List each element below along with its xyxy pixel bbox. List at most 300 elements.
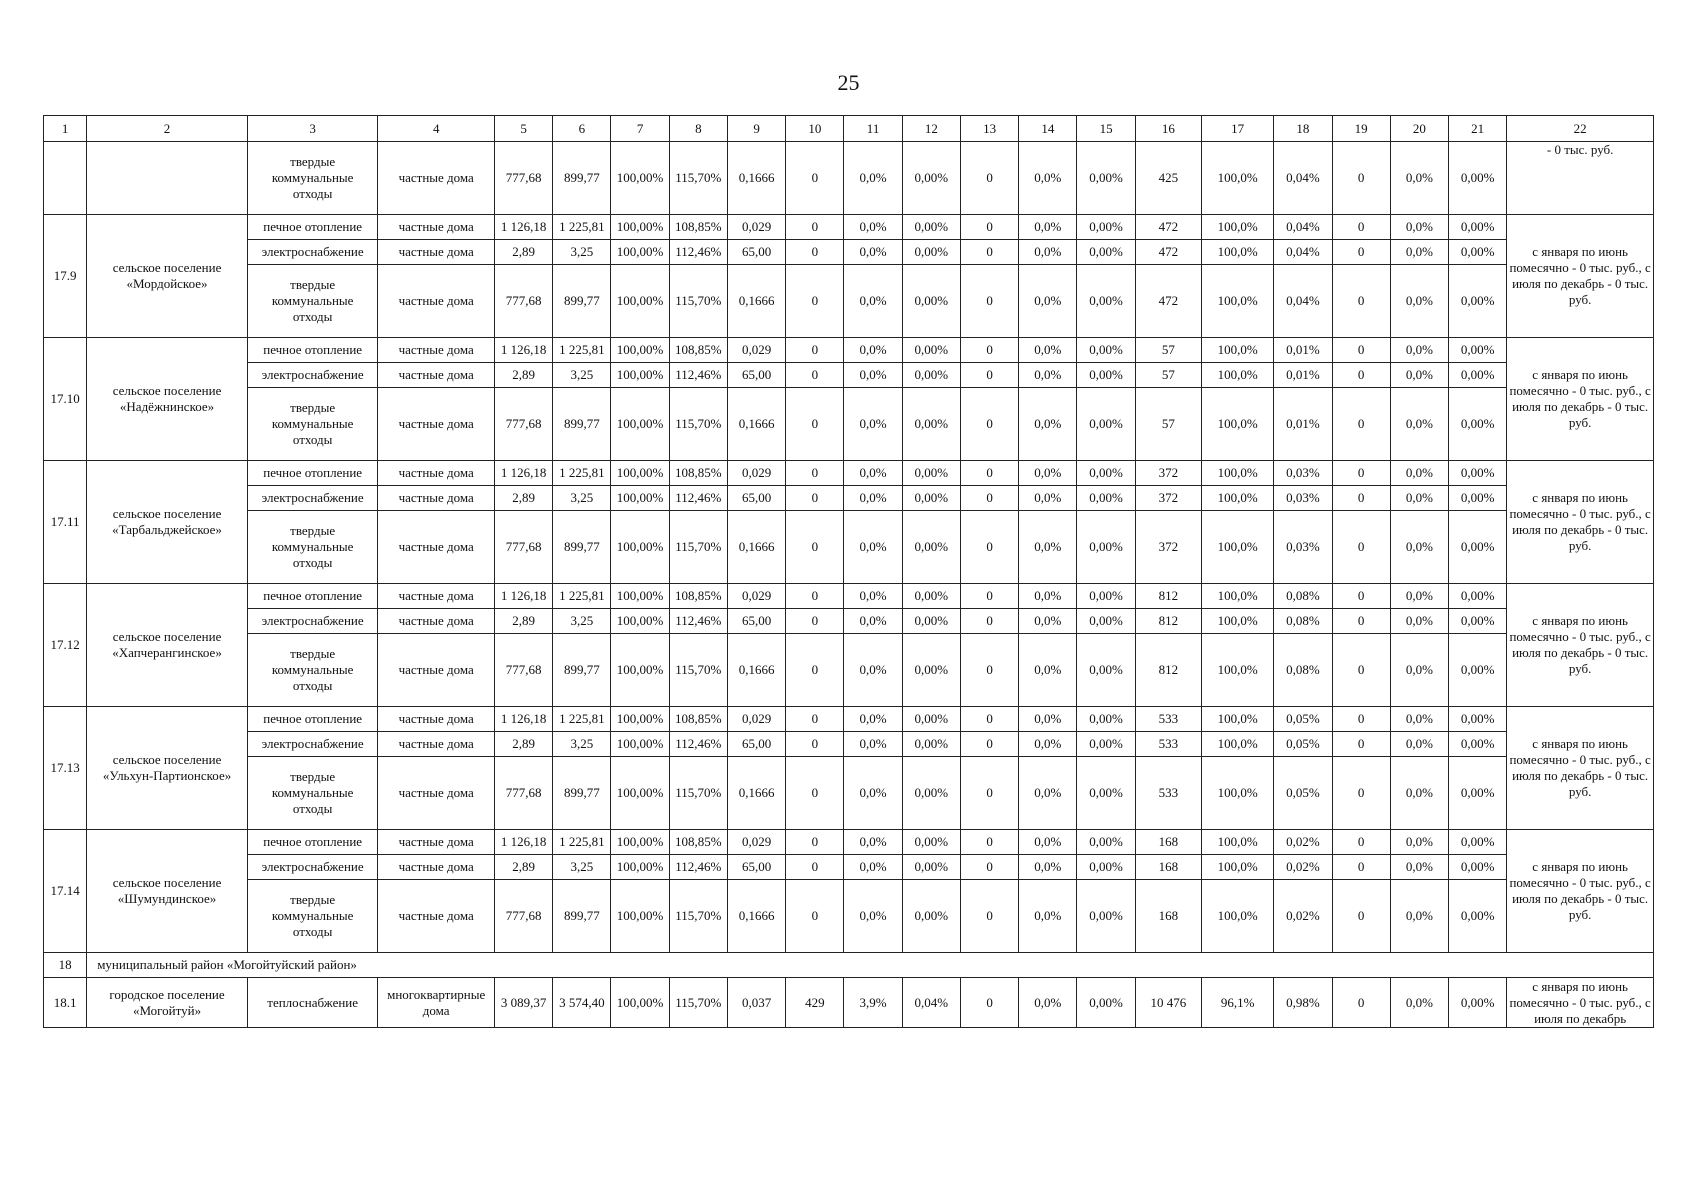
value-cell: 0,0% bbox=[1019, 461, 1077, 486]
value-cell: 100,00% bbox=[611, 830, 669, 855]
value-cell: 100,00% bbox=[611, 363, 669, 388]
value-cell: 0,01% bbox=[1274, 363, 1332, 388]
value-cell: 777,68 bbox=[494, 634, 552, 707]
value-cell: 115,70% bbox=[669, 388, 727, 461]
value-cell: 0 bbox=[1332, 388, 1390, 461]
housing-type-cell: частные дома bbox=[378, 584, 495, 609]
value-cell: 0,0% bbox=[1390, 584, 1448, 609]
value-cell: 100,0% bbox=[1201, 265, 1273, 338]
table-row bbox=[44, 830, 1654, 855]
value-cell: 108,85% bbox=[669, 215, 727, 240]
value-cell: 96,1% bbox=[1201, 978, 1273, 1028]
value-cell: 1 225,81 bbox=[553, 215, 611, 240]
value-cell: 100,0% bbox=[1201, 338, 1273, 363]
header-cell: 19 bbox=[1332, 116, 1390, 142]
value-cell: 0,0% bbox=[1390, 978, 1448, 1028]
value-cell: 0,00% bbox=[1449, 609, 1507, 634]
value-cell: 0,0% bbox=[1019, 142, 1077, 215]
value-cell: 100,00% bbox=[611, 584, 669, 609]
value-cell: 0,00% bbox=[902, 142, 960, 215]
table-row bbox=[44, 757, 1654, 830]
housing-type-cell: частные дома bbox=[378, 240, 495, 265]
value-cell: 0 bbox=[960, 757, 1018, 830]
value-cell: 0,00% bbox=[902, 338, 960, 363]
value-cell: 0 bbox=[960, 609, 1018, 634]
value-cell: 0,08% bbox=[1274, 609, 1332, 634]
value-cell: 0,029 bbox=[727, 338, 785, 363]
value-cell: 0 bbox=[786, 363, 844, 388]
settlement-name-cell: сельское поселение «Ульхун-Партионское» bbox=[87, 707, 248, 830]
housing-type-cell: частные дома bbox=[378, 634, 495, 707]
value-cell: 0,1666 bbox=[727, 757, 785, 830]
housing-type-cell: многоквартирные дома bbox=[378, 978, 495, 1028]
value-cell: 0 bbox=[1332, 707, 1390, 732]
value-cell: 65,00 bbox=[727, 855, 785, 880]
table-row bbox=[44, 363, 1654, 388]
value-cell: 3,25 bbox=[553, 732, 611, 757]
header-cell: 17 bbox=[1201, 116, 1273, 142]
housing-type-cell: частные дома bbox=[378, 511, 495, 584]
value-cell: 0 bbox=[960, 511, 1018, 584]
value-cell: 1 126,18 bbox=[494, 830, 552, 855]
value-cell: 100,0% bbox=[1201, 707, 1273, 732]
value-cell: 0,037 bbox=[727, 978, 785, 1028]
value-cell: 3,25 bbox=[553, 486, 611, 511]
value-cell: 115,70% bbox=[669, 142, 727, 215]
value-cell: 899,77 bbox=[553, 511, 611, 584]
header-cell: 6 bbox=[553, 116, 611, 142]
value-cell: 1 225,81 bbox=[553, 830, 611, 855]
value-cell: 65,00 bbox=[727, 609, 785, 634]
value-cell: 0,0% bbox=[844, 634, 902, 707]
value-cell: 777,68 bbox=[494, 880, 552, 953]
group-number-cell: 17.10 bbox=[44, 338, 87, 461]
value-cell: 0 bbox=[786, 142, 844, 215]
settlement-name-cell: городское поселение «Могойтуй» bbox=[87, 978, 248, 1028]
value-cell: 0,0% bbox=[844, 584, 902, 609]
housing-type-cell: частные дома bbox=[378, 732, 495, 757]
value-cell: 0,00% bbox=[1449, 215, 1507, 240]
value-cell: 899,77 bbox=[553, 757, 611, 830]
housing-type-cell: частные дома bbox=[378, 338, 495, 363]
value-cell: 0,0% bbox=[1019, 830, 1077, 855]
value-cell: 0,03% bbox=[1274, 461, 1332, 486]
value-cell: 429 bbox=[786, 978, 844, 1028]
value-cell: 899,77 bbox=[553, 634, 611, 707]
value-cell: 1 126,18 bbox=[494, 584, 552, 609]
value-cell: 0 bbox=[1332, 461, 1390, 486]
note-cell: с января по июнь помесячно - 0 тыс. руб., с июля по декабрь - 0 тыс. руб. bbox=[1507, 584, 1654, 707]
table-row bbox=[44, 634, 1654, 707]
value-cell: 0,00% bbox=[1449, 486, 1507, 511]
value-cell: 1 126,18 bbox=[494, 707, 552, 732]
value-cell: 0,0% bbox=[1390, 215, 1448, 240]
value-cell: 0,0% bbox=[1019, 240, 1077, 265]
value-cell: 0,029 bbox=[727, 830, 785, 855]
value-cell: 0 bbox=[786, 215, 844, 240]
section-row bbox=[44, 953, 1654, 978]
value-cell: 0,00% bbox=[902, 609, 960, 634]
value-cell: 0 bbox=[960, 338, 1018, 363]
value-cell: 0 bbox=[786, 265, 844, 338]
value-cell: 2,89 bbox=[494, 240, 552, 265]
value-cell: 1 225,81 bbox=[553, 584, 611, 609]
value-cell: 0,0% bbox=[1019, 732, 1077, 757]
header-cell: 4 bbox=[378, 116, 495, 142]
value-cell: 108,85% bbox=[669, 830, 727, 855]
value-cell: 0,00% bbox=[1077, 486, 1135, 511]
value-cell: 0,0% bbox=[844, 461, 902, 486]
housing-type-cell: частные дома bbox=[378, 142, 495, 215]
value-cell: 372 bbox=[1135, 511, 1201, 584]
value-cell: 0 bbox=[960, 215, 1018, 240]
value-cell: 0 bbox=[1332, 584, 1390, 609]
value-cell: 0 bbox=[786, 461, 844, 486]
value-cell: 115,70% bbox=[669, 880, 727, 953]
value-cell: 108,85% bbox=[669, 707, 727, 732]
note-cell: с января по июнь помесячно - 0 тыс. руб., с июля по декабрь - 0 тыс. руб. bbox=[1507, 461, 1654, 584]
value-cell: 100,0% bbox=[1201, 215, 1273, 240]
service-cell: твердые коммунальные отходы bbox=[247, 757, 378, 830]
value-cell: 0,04% bbox=[902, 978, 960, 1028]
value-cell: 3 089,37 bbox=[494, 978, 552, 1028]
value-cell: 0,00% bbox=[1449, 732, 1507, 757]
value-cell: 0,00% bbox=[902, 461, 960, 486]
housing-type-cell: частные дома bbox=[378, 363, 495, 388]
value-cell: 0 bbox=[1332, 363, 1390, 388]
note-cell: - 0 тыс. руб. bbox=[1507, 142, 1654, 215]
table-row bbox=[44, 707, 1654, 732]
value-cell: 0,04% bbox=[1274, 142, 1332, 215]
value-cell: 0,02% bbox=[1274, 855, 1332, 880]
value-cell: 0,0% bbox=[1390, 732, 1448, 757]
value-cell: 0 bbox=[960, 265, 1018, 338]
value-cell: 777,68 bbox=[494, 388, 552, 461]
value-cell: 100,00% bbox=[611, 609, 669, 634]
service-cell: электроснабжение bbox=[247, 732, 378, 757]
value-cell: 2,89 bbox=[494, 609, 552, 634]
value-cell: 0,029 bbox=[727, 215, 785, 240]
value-cell: 1 225,81 bbox=[553, 461, 611, 486]
value-cell: 57 bbox=[1135, 338, 1201, 363]
value-cell: 100,00% bbox=[611, 240, 669, 265]
value-cell: 0,0% bbox=[1390, 265, 1448, 338]
service-cell: печное отопление bbox=[247, 215, 378, 240]
value-cell: 100,00% bbox=[611, 978, 669, 1028]
value-cell: 0,00% bbox=[1077, 830, 1135, 855]
value-cell: 100,00% bbox=[611, 142, 669, 215]
value-cell: 1 225,81 bbox=[553, 707, 611, 732]
value-cell: 0 bbox=[1332, 634, 1390, 707]
table-row bbox=[44, 584, 1654, 609]
value-cell: 0,03% bbox=[1274, 511, 1332, 584]
value-cell: 472 bbox=[1135, 265, 1201, 338]
table-row bbox=[44, 265, 1654, 338]
value-cell: 100,00% bbox=[611, 511, 669, 584]
value-cell: 0,00% bbox=[1449, 978, 1507, 1028]
section-title-cell: муниципальный район «Могойтуйский район» bbox=[87, 953, 1654, 978]
value-cell: 0,00% bbox=[902, 855, 960, 880]
value-cell: 0,04% bbox=[1274, 240, 1332, 265]
value-cell: 0,0% bbox=[1019, 609, 1077, 634]
value-cell: 0 bbox=[960, 855, 1018, 880]
value-cell: 0 bbox=[786, 584, 844, 609]
header-cell: 9 bbox=[727, 116, 785, 142]
table-row bbox=[44, 338, 1654, 363]
value-cell: 0,00% bbox=[902, 486, 960, 511]
table-row bbox=[44, 240, 1654, 265]
value-cell: 100,00% bbox=[611, 215, 669, 240]
value-cell: 812 bbox=[1135, 609, 1201, 634]
value-cell: 0,00% bbox=[1077, 880, 1135, 953]
value-cell: 115,70% bbox=[669, 511, 727, 584]
value-cell: 0,0% bbox=[1390, 757, 1448, 830]
value-cell: 57 bbox=[1135, 363, 1201, 388]
table-row bbox=[44, 609, 1654, 634]
value-cell: 0 bbox=[786, 707, 844, 732]
value-cell: 3,25 bbox=[553, 240, 611, 265]
value-cell: 0 bbox=[1332, 511, 1390, 584]
value-cell: 0,0% bbox=[1390, 707, 1448, 732]
value-cell: 0,0% bbox=[1390, 830, 1448, 855]
value-cell: 0 bbox=[960, 584, 1018, 609]
service-cell: печное отопление bbox=[247, 830, 378, 855]
value-cell: 0 bbox=[786, 388, 844, 461]
value-cell: 0,04% bbox=[1274, 215, 1332, 240]
value-cell: 0 bbox=[786, 486, 844, 511]
value-cell: 0 bbox=[786, 338, 844, 363]
header-cell: 15 bbox=[1077, 116, 1135, 142]
value-cell: 0 bbox=[1332, 240, 1390, 265]
table-row bbox=[44, 486, 1654, 511]
value-cell: 0,1666 bbox=[727, 388, 785, 461]
value-cell: 0,00% bbox=[902, 732, 960, 757]
housing-type-cell: частные дома bbox=[378, 215, 495, 240]
note-cell: с января по июнь помесячно - 0 тыс. руб., с июля по декабрь - 0 тыс. руб. bbox=[1507, 215, 1654, 338]
value-cell: 533 bbox=[1135, 732, 1201, 757]
value-cell: 0,0% bbox=[1390, 363, 1448, 388]
value-cell: 0,00% bbox=[1449, 830, 1507, 855]
value-cell: 0 bbox=[960, 707, 1018, 732]
value-cell: 472 bbox=[1135, 240, 1201, 265]
service-cell: твердые коммунальные отходы bbox=[247, 880, 378, 953]
group-number-cell: 17.12 bbox=[44, 584, 87, 707]
table-row bbox=[44, 388, 1654, 461]
value-cell: 0,05% bbox=[1274, 757, 1332, 830]
value-cell: 112,46% bbox=[669, 732, 727, 757]
value-cell: 0,05% bbox=[1274, 707, 1332, 732]
value-cell: 0,00% bbox=[1449, 388, 1507, 461]
value-cell: 0,0% bbox=[844, 830, 902, 855]
value-cell: 0,00% bbox=[1077, 388, 1135, 461]
value-cell: 100,0% bbox=[1201, 388, 1273, 461]
value-cell: 0,02% bbox=[1274, 880, 1332, 953]
value-cell: 0,0% bbox=[844, 215, 902, 240]
value-cell: 0 bbox=[786, 880, 844, 953]
value-cell: 0 bbox=[786, 732, 844, 757]
value-cell: 0,0% bbox=[1390, 240, 1448, 265]
value-cell: 100,00% bbox=[611, 265, 669, 338]
housing-type-cell: частные дома bbox=[378, 388, 495, 461]
value-cell: 2,89 bbox=[494, 486, 552, 511]
service-cell: печное отопление bbox=[247, 707, 378, 732]
value-cell: 0,00% bbox=[902, 363, 960, 388]
value-cell: 0,00% bbox=[1449, 265, 1507, 338]
value-cell: 533 bbox=[1135, 707, 1201, 732]
value-cell: 0,00% bbox=[1449, 707, 1507, 732]
section-number-cell: 18 bbox=[44, 953, 87, 978]
value-cell: 0 bbox=[1332, 880, 1390, 953]
value-cell: 0,00% bbox=[1077, 707, 1135, 732]
value-cell: 0 bbox=[1332, 142, 1390, 215]
value-cell: 0,00% bbox=[1449, 363, 1507, 388]
value-cell: 168 bbox=[1135, 880, 1201, 953]
value-cell: 57 bbox=[1135, 388, 1201, 461]
value-cell: 0 bbox=[1332, 609, 1390, 634]
value-cell: 0,0% bbox=[844, 757, 902, 830]
value-cell: 0 bbox=[1332, 486, 1390, 511]
value-cell: 100,0% bbox=[1201, 363, 1273, 388]
value-cell: 112,46% bbox=[669, 240, 727, 265]
value-cell: 10 476 bbox=[1135, 978, 1201, 1028]
value-cell: 0 bbox=[960, 486, 1018, 511]
value-cell: 0 bbox=[786, 634, 844, 707]
note-cell: с января по июнь помесячно - 0 тыс. руб., с июля по декабрь - 0 тыс. руб. bbox=[1507, 830, 1654, 953]
settlement-name-cell: сельское поселение «Тарбальджейское» bbox=[87, 461, 248, 584]
value-cell: 100,0% bbox=[1201, 240, 1273, 265]
group-number-cell: 17.14 bbox=[44, 830, 87, 953]
value-cell: 0,0% bbox=[844, 388, 902, 461]
value-cell: 0,0% bbox=[844, 142, 902, 215]
value-cell: 100,0% bbox=[1201, 511, 1273, 584]
value-cell: 0,0% bbox=[1390, 461, 1448, 486]
value-cell: 0 bbox=[960, 363, 1018, 388]
value-cell: 0,0% bbox=[1019, 215, 1077, 240]
value-cell: 3 574,40 bbox=[553, 978, 611, 1028]
value-cell: 0,00% bbox=[1077, 142, 1135, 215]
value-cell: 0,1666 bbox=[727, 634, 785, 707]
value-cell: 100,00% bbox=[611, 388, 669, 461]
value-cell: 100,00% bbox=[611, 338, 669, 363]
service-cell: электроснабжение bbox=[247, 240, 378, 265]
table-row bbox=[44, 215, 1654, 240]
value-cell: 0,00% bbox=[1077, 338, 1135, 363]
value-cell: 0 bbox=[1332, 265, 1390, 338]
header-cell: 21 bbox=[1449, 116, 1507, 142]
value-cell: 0,00% bbox=[1077, 732, 1135, 757]
value-cell: 0,0% bbox=[844, 855, 902, 880]
settlement-name-cell: сельское поселение «Надёжнинское» bbox=[87, 338, 248, 461]
header-cell: 2 bbox=[87, 116, 248, 142]
service-cell: печное отопление bbox=[247, 338, 378, 363]
value-cell: 168 bbox=[1135, 855, 1201, 880]
value-cell: 0,0% bbox=[1019, 880, 1077, 953]
value-cell: 0 bbox=[1332, 978, 1390, 1028]
value-cell: 65,00 bbox=[727, 363, 785, 388]
value-cell: 0,0% bbox=[844, 880, 902, 953]
value-cell: 0 bbox=[960, 142, 1018, 215]
value-cell: 0,0% bbox=[1390, 609, 1448, 634]
value-cell: 0,00% bbox=[902, 707, 960, 732]
value-cell: 112,46% bbox=[669, 609, 727, 634]
table-row bbox=[44, 855, 1654, 880]
value-cell: 100,0% bbox=[1201, 461, 1273, 486]
housing-type-cell: частные дома bbox=[378, 609, 495, 634]
header-cell: 3 bbox=[247, 116, 378, 142]
value-cell: 100,0% bbox=[1201, 830, 1273, 855]
value-cell: 115,70% bbox=[669, 265, 727, 338]
value-cell: 0 bbox=[786, 855, 844, 880]
value-cell: 0,029 bbox=[727, 461, 785, 486]
value-cell: 108,85% bbox=[669, 584, 727, 609]
table-row bbox=[44, 511, 1654, 584]
value-cell: 533 bbox=[1135, 757, 1201, 830]
value-cell: 100,0% bbox=[1201, 609, 1273, 634]
value-cell: 2,89 bbox=[494, 732, 552, 757]
value-cell: 899,77 bbox=[553, 265, 611, 338]
value-cell: 100,0% bbox=[1201, 486, 1273, 511]
header-row bbox=[44, 116, 1654, 142]
value-cell: 0,00% bbox=[1449, 511, 1507, 584]
table-row bbox=[44, 461, 1654, 486]
settlement-name-cell: сельское поселение «Шумундинское» bbox=[87, 830, 248, 953]
header-cell: 7 bbox=[611, 116, 669, 142]
value-cell: 100,00% bbox=[611, 461, 669, 486]
value-cell: 0,0% bbox=[844, 609, 902, 634]
value-cell: 0,0% bbox=[1390, 855, 1448, 880]
value-cell: 65,00 bbox=[727, 486, 785, 511]
value-cell: 0,00% bbox=[902, 388, 960, 461]
housing-type-cell: частные дома bbox=[378, 707, 495, 732]
value-cell: 425 bbox=[1135, 142, 1201, 215]
value-cell: 0,0% bbox=[1019, 363, 1077, 388]
value-cell: 0 bbox=[960, 880, 1018, 953]
value-cell: 0,00% bbox=[902, 757, 960, 830]
value-cell: 0 bbox=[786, 240, 844, 265]
value-cell: 3,25 bbox=[553, 855, 611, 880]
value-cell: 115,70% bbox=[669, 757, 727, 830]
value-cell: 0 bbox=[786, 609, 844, 634]
service-cell: твердые коммунальные отходы bbox=[247, 634, 378, 707]
service-cell: электроснабжение bbox=[247, 363, 378, 388]
value-cell: 100,00% bbox=[611, 707, 669, 732]
value-cell: 0,00% bbox=[1449, 757, 1507, 830]
value-cell: 0,00% bbox=[1449, 338, 1507, 363]
value-cell: 0 bbox=[1332, 215, 1390, 240]
header-cell: 16 bbox=[1135, 116, 1201, 142]
value-cell: 0,00% bbox=[902, 880, 960, 953]
value-cell: 0,0% bbox=[1019, 634, 1077, 707]
value-cell: 0 bbox=[1332, 338, 1390, 363]
value-cell: 0,0% bbox=[844, 338, 902, 363]
service-cell: электроснабжение bbox=[247, 609, 378, 634]
value-cell: 0,00% bbox=[902, 240, 960, 265]
value-cell: 0,00% bbox=[902, 215, 960, 240]
value-cell: 100,0% bbox=[1201, 757, 1273, 830]
value-cell: 0,08% bbox=[1274, 634, 1332, 707]
value-cell: 0 bbox=[960, 634, 1018, 707]
value-cell: 899,77 bbox=[553, 880, 611, 953]
group-number-cell: 18.1 bbox=[44, 978, 87, 1028]
value-cell: 0,0% bbox=[844, 363, 902, 388]
value-cell: 0,0% bbox=[1390, 486, 1448, 511]
value-cell: 0,00% bbox=[1077, 855, 1135, 880]
value-cell: 0,00% bbox=[1077, 978, 1135, 1028]
value-cell: 0 bbox=[960, 240, 1018, 265]
value-cell: 100,0% bbox=[1201, 584, 1273, 609]
value-cell: 100,00% bbox=[611, 880, 669, 953]
value-cell: 0,00% bbox=[902, 584, 960, 609]
